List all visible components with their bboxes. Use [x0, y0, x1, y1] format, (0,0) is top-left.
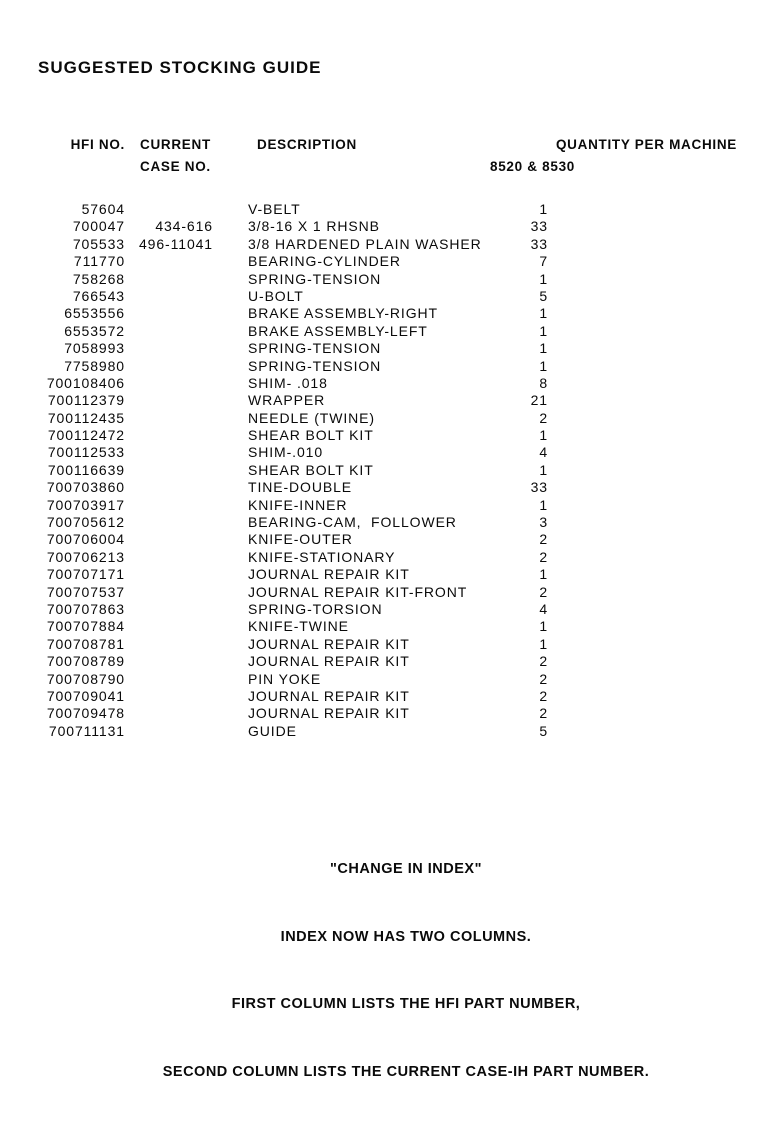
- part-description-cell: SPRING-TENSION: [248, 270, 382, 287]
- table-row: [40, 653, 548, 670]
- hfi-number-cell: 700708789: [46, 653, 125, 670]
- table-row: [40, 305, 548, 322]
- hfi-number-cell: 6553572: [64, 322, 125, 339]
- hfi-number-cell: 711770: [73, 253, 125, 270]
- quantity-cell: 2: [539, 409, 548, 426]
- table-row: [40, 618, 548, 635]
- table-row: [40, 671, 548, 688]
- part-description-cell: SPRING-TENSION: [248, 357, 382, 374]
- hfi-number-cell: 700707884: [46, 618, 125, 635]
- hfi-number-cell: 700112472: [47, 427, 125, 444]
- table-row: [40, 201, 548, 218]
- table-row: [40, 288, 548, 305]
- hfi-number-cell: 700705612: [46, 514, 125, 531]
- quantity-cell: 3: [539, 514, 548, 531]
- part-description-cell: BRAKE ASSEMBLY-RIGHT: [248, 305, 438, 322]
- table-row: [40, 584, 548, 601]
- header-quantity: QUANTITY PER MACHINE: [555, 137, 737, 152]
- hfi-number-cell: 700706213: [46, 548, 125, 565]
- hfi-number-cell: 700707537: [46, 583, 125, 600]
- hfi-number-cell: 700112533: [47, 444, 125, 461]
- part-description-cell: JOURNAL REPAIR KIT-FRONT: [248, 583, 468, 600]
- table-row: [40, 340, 548, 357]
- part-description-cell: BEARING-CYLINDER: [248, 253, 401, 270]
- table-row: [40, 218, 548, 235]
- quantity-cell: 33: [530, 218, 548, 235]
- table-row: [40, 253, 548, 270]
- quantity-cell: 1: [539, 322, 548, 339]
- table-row: [40, 479, 548, 496]
- part-description-cell: BRAKE ASSEMBLY-LEFT: [248, 322, 428, 339]
- hfi-number-cell: 700108406: [46, 374, 125, 391]
- hfi-number-cell: 766543: [72, 287, 125, 304]
- part-description-cell: JOURNAL REPAIR KIT: [248, 687, 410, 704]
- quantity-cell: 1: [539, 461, 548, 478]
- header-models: 8520 & 8530: [490, 159, 576, 174]
- hfi-number-cell: 758268: [72, 270, 125, 287]
- quantity-cell: 21: [530, 392, 548, 409]
- part-description-cell: 3/8 HARDENED PLAIN WASHER: [248, 235, 482, 252]
- table-row: [40, 410, 548, 427]
- part-description-cell: KNIFE-INNER: [248, 496, 348, 513]
- note-line: INDEX NOW HAS TWO COLUMNS.: [280, 928, 532, 945]
- note-line: "CHANGE IN INDEX": [330, 861, 482, 877]
- quantity-cell: 1: [539, 201, 548, 217]
- quantity-cell: 2: [539, 670, 548, 687]
- quantity-cell: 2: [539, 583, 548, 600]
- note-line: FIRST COLUMN LISTS THE HFI PART NUMBER,: [231, 996, 581, 1012]
- hfi-number-cell: 6553556: [64, 305, 125, 322]
- part-description-cell: U-BOLT: [248, 287, 304, 304]
- header-hfi-no: HFI NO.: [70, 137, 125, 152]
- quantity-cell: 33: [530, 479, 548, 496]
- part-description-cell: NEEDLE (TWINE): [248, 409, 375, 426]
- header-description: DESCRIPTION: [257, 137, 357, 152]
- table-row: [40, 705, 548, 722]
- hfi-number-cell: 700047: [72, 218, 125, 235]
- table-row: [40, 462, 548, 479]
- quantity-cell: 1: [539, 496, 548, 513]
- hfi-number-cell: 7758980: [64, 357, 125, 374]
- part-description-cell: SPRING-TORSION: [248, 600, 383, 617]
- quantity-cell: 1: [539, 427, 548, 444]
- quantity-cell: 2: [539, 653, 548, 670]
- part-description-cell: SHEAR BOLT KIT: [248, 427, 374, 444]
- part-description-cell: SHIM-.010: [248, 444, 324, 461]
- part-description-cell: PIN YOKE: [248, 670, 322, 687]
- quantity-cell: 1: [539, 635, 548, 652]
- case-number-cell: 434-616: [155, 218, 213, 235]
- parts-table: [40, 201, 548, 740]
- header-current: CURRENT: [140, 137, 211, 152]
- quantity-cell: 2: [539, 531, 548, 548]
- part-description-cell: JOURNAL REPAIR KIT: [248, 705, 410, 722]
- part-description-cell: JOURNAL REPAIR KIT: [248, 566, 410, 583]
- table-row: [40, 531, 548, 548]
- part-description-cell: SHIM- .018: [248, 374, 328, 391]
- table-row: [40, 392, 548, 409]
- part-description-cell: SPRING-TENSION: [248, 340, 382, 357]
- quantity-cell: 5: [539, 287, 548, 304]
- hfi-number-cell: 700112435: [47, 409, 125, 426]
- table-row: [40, 358, 548, 375]
- table-row: [40, 549, 548, 566]
- quantity-cell: 1: [539, 305, 548, 322]
- part-description-cell: KNIFE-TWINE: [248, 618, 349, 635]
- table-row: [40, 514, 548, 531]
- quantity-cell: 2: [539, 548, 548, 565]
- hfi-number-cell: 700709478: [46, 705, 125, 722]
- hfi-number-cell: 700708781: [46, 635, 125, 652]
- part-description-cell: BEARING-CAM, FOLLOWER: [248, 514, 457, 531]
- part-description-cell: WRAPPER: [248, 392, 326, 409]
- index-change-note: [40, 813, 772, 1128]
- hfi-number-cell: 700112379: [47, 392, 125, 409]
- note-line: SECOND COLUMN LISTS THE CURRENT CASE-IH PART NUMBER.: [162, 1063, 650, 1080]
- part-description-cell: JOURNAL REPAIR KIT: [248, 653, 410, 670]
- table-row: [40, 566, 548, 583]
- table-row: [40, 271, 548, 288]
- hfi-number-cell: 705533: [72, 235, 125, 252]
- table-row: [40, 723, 548, 740]
- part-description-cell: TINE-DOUBLE: [248, 479, 353, 496]
- part-description-cell: KNIFE-STATIONARY: [248, 548, 396, 565]
- quantity-cell: 4: [539, 444, 548, 461]
- part-description-cell: SHEAR BOLT KIT: [248, 461, 374, 478]
- quantity-cell: 1: [539, 357, 548, 374]
- header-case-no: CASE NO.: [140, 159, 211, 174]
- table-row: [40, 688, 548, 705]
- part-description-cell: 3/8-16 X 1 RHSNB: [248, 218, 380, 235]
- table-row: [40, 497, 548, 514]
- hfi-number-cell: 700708790: [46, 670, 125, 687]
- quantity-cell: 1: [539, 340, 548, 357]
- table-row: [40, 427, 548, 444]
- part-description-cell: GUIDE: [248, 722, 297, 739]
- table-row: [40, 601, 548, 618]
- quantity-cell: 33: [530, 235, 548, 252]
- quantity-cell: 1: [539, 566, 548, 583]
- quantity-cell: 4: [539, 600, 548, 617]
- quantity-cell: 2: [539, 687, 548, 704]
- hfi-number-cell: 57604: [81, 201, 125, 217]
- hfi-number-cell: 700706004: [46, 531, 125, 548]
- table-row: [40, 636, 548, 653]
- case-number-cell: 496-11041: [138, 235, 213, 252]
- hfi-number-cell: 700703860: [46, 479, 125, 496]
- hfi-number-cell: 700707863: [46, 600, 125, 617]
- quantity-cell: 5: [539, 722, 548, 739]
- hfi-number-cell: 700709041: [46, 687, 125, 704]
- hfi-number-cell: 7058993: [64, 340, 125, 357]
- table-row: [40, 375, 548, 392]
- quantity-cell: 1: [539, 270, 548, 287]
- hfi-number-cell: 700711131: [48, 722, 125, 739]
- part-description-cell: JOURNAL REPAIR KIT: [248, 635, 410, 652]
- table-row: [40, 323, 548, 340]
- quantity-cell: 7: [539, 253, 548, 270]
- quantity-cell: 8: [539, 374, 548, 391]
- hfi-number-cell: 700703917: [46, 496, 125, 513]
- table-row: [40, 444, 548, 461]
- hfi-number-cell: 700116639: [47, 461, 125, 478]
- table-row: [40, 236, 548, 253]
- part-description-cell: KNIFE-OUTER: [248, 531, 353, 548]
- quantity-cell: 2: [539, 705, 548, 722]
- hfi-number-cell: 700707171: [46, 566, 125, 583]
- page-title: SUGGESTED STOCKING GUIDE: [38, 58, 322, 77]
- quantity-cell: 1: [539, 618, 548, 635]
- part-description-cell: V-BELT: [248, 201, 301, 217]
